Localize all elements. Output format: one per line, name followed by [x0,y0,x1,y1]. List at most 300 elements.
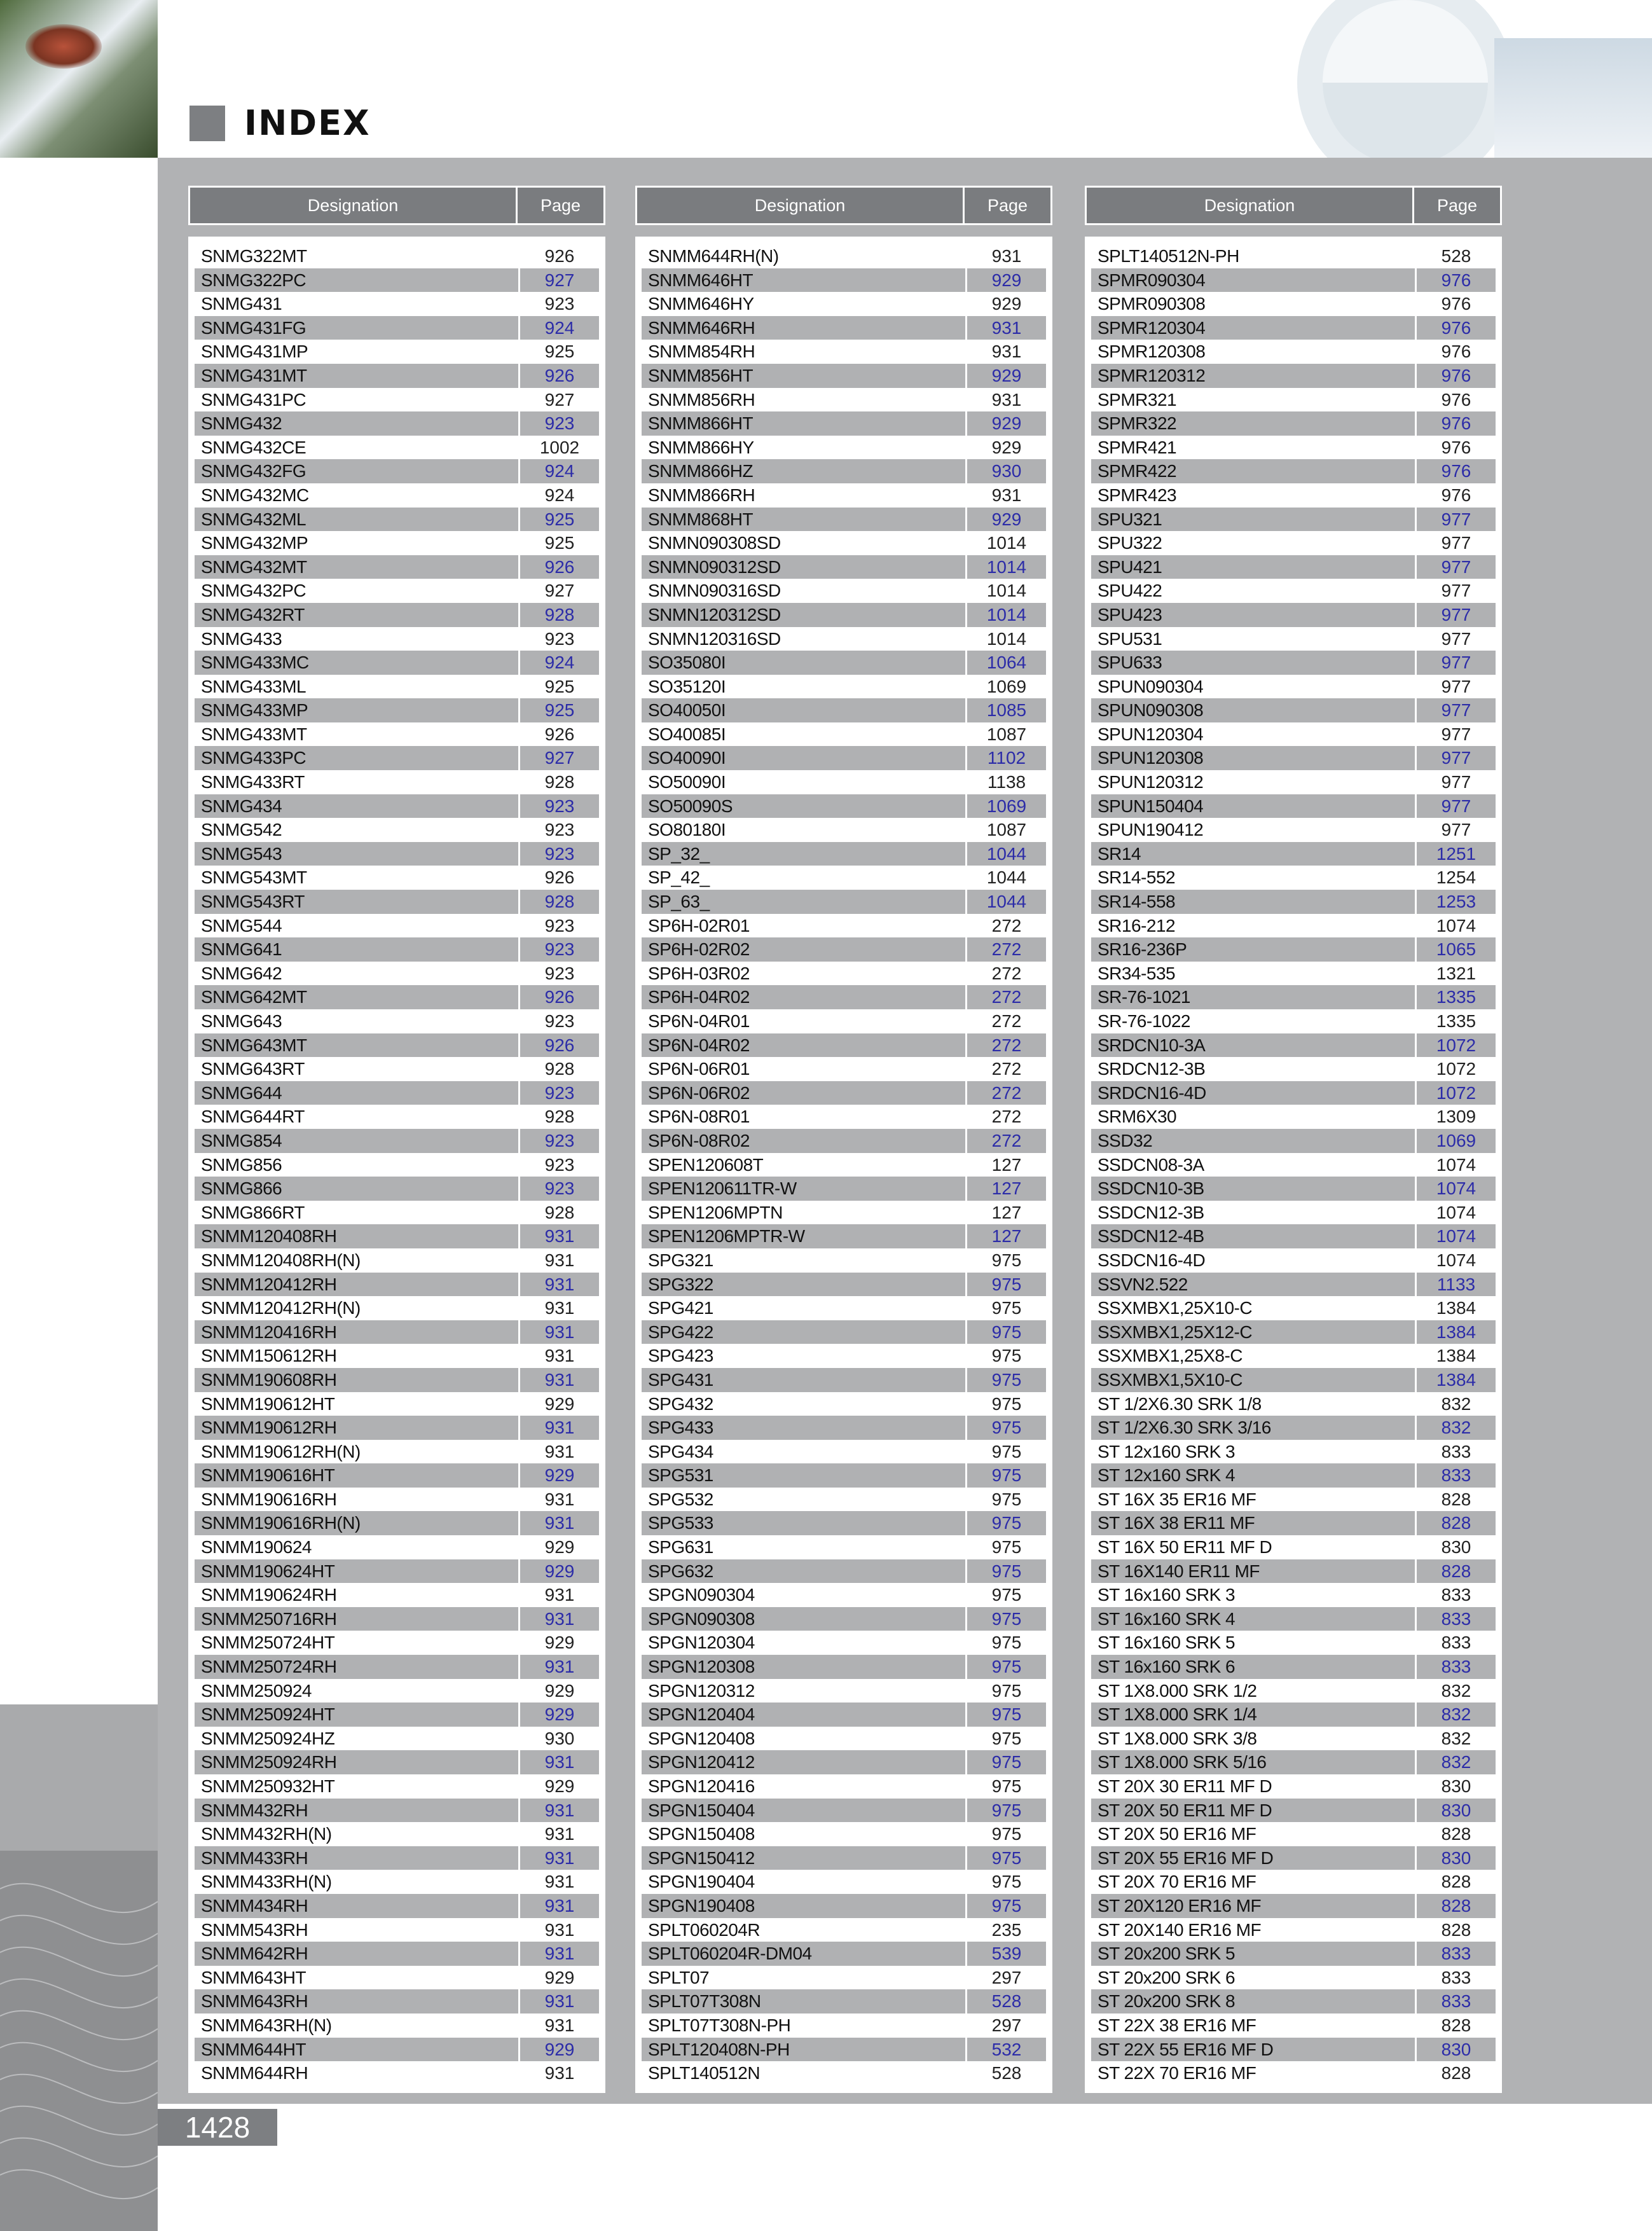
designation-cell: SNMG433ML [195,675,520,699]
page-cell: 923 [544,915,575,936]
index-row [642,411,1046,436]
page-cell: 976 [1441,437,1471,457]
index-row [642,1320,1046,1344]
index-row [195,1248,599,1273]
index-row [1091,316,1496,340]
page-cell: 929 [991,413,1022,434]
index-row [1091,746,1496,770]
page-cell: 929 [544,2039,575,2059]
index-row [642,579,1046,603]
index-row [195,746,599,770]
designation-cell: SPG321 [642,1248,967,1273]
designation-cell: SNMM866RH [642,483,967,508]
page-cell: 272 [991,939,1022,960]
designation-cell: SNMM646HT [642,268,967,293]
index-row [1091,1177,1496,1201]
designation-cell: SNMG642 [195,962,520,986]
designation-cell: SPMR422 [1091,459,1417,483]
page-cell: 926 [544,724,575,744]
page-cell: 830 [1441,2039,1471,2059]
index-row [642,818,1046,842]
designation-cell: SNMM433RH [195,1846,520,1870]
index-row [1091,866,1496,890]
page-cell: 528 [991,1991,1022,2012]
page-cell: 272 [991,1107,1022,1127]
designation-cell: ST 1X8.000 SRK 1/4 [1091,1703,1417,1727]
index-row [1091,698,1496,722]
index-column-3 [1085,186,1502,2093]
page-cell: 1309 [1436,1107,1476,1127]
index-row [642,1057,1046,1081]
index-row [1091,1583,1496,1607]
designation-cell: SNMG543RT [195,890,520,914]
index-row [195,340,599,364]
page-cell: 272 [991,1130,1022,1150]
page-cell: 924 [544,317,575,338]
page-cell: 1254 [1436,867,1476,888]
index-row [642,1201,1046,1225]
index-row [1091,1488,1496,1512]
designation-cell: SPEN120608T [642,1153,967,1177]
designation-cell: SNMG431MP [195,340,520,364]
index-row [195,1081,599,1105]
designation-cell: SPLT140512N [642,2061,967,2085]
page-cell: 1335 [1436,987,1476,1007]
designation-cell: SPUN190412 [1091,818,1417,842]
index-row [1091,1081,1496,1105]
designation-cell: SPGN120404 [642,1703,967,1727]
page-cell: 977 [1441,724,1471,744]
page-cell: 929 [991,270,1022,290]
page-cell: 931 [544,1848,575,1868]
index-row [642,1009,1046,1033]
page-cell: 928 [544,1107,575,1127]
index-row [195,937,599,962]
designation-cell: SP6N-06R02 [642,1081,967,1105]
designation-cell: SNMN090312SD [642,555,967,579]
designation-cell: SRDCN12-3B [1091,1057,1417,1081]
index-row [1091,937,1496,962]
designation-cell: SNMM250924HT [195,1703,520,1727]
page-cell: 976 [1441,485,1471,505]
index-row [1091,1296,1496,1320]
page-cell: 127 [991,1178,1022,1199]
designation-cell: ST 20X140 ER16 MF [1091,1918,1417,1942]
designation-cell: SPUN090304 [1091,675,1417,699]
index-column-1 [188,186,605,2093]
page-cell: 925 [544,509,575,529]
page-cell: 923 [544,843,575,864]
index-row [1091,794,1496,818]
page-cell: 923 [544,1082,575,1103]
page-cell: 929 [544,1465,575,1486]
index-list [635,237,1052,2093]
designation-cell: SP6N-08R01 [642,1105,967,1129]
index-row [195,1989,599,2013]
index-row [1091,1750,1496,1774]
page-cell: 828 [1441,1872,1471,1892]
page-cell: 975 [991,1657,1022,1677]
index-row [195,722,599,747]
index-row [642,2013,1046,2038]
index-row [195,2013,599,2038]
page-cell: 1321 [1436,963,1476,983]
index-row [1091,340,1496,364]
index-row [195,1774,599,1799]
index-row [195,292,599,316]
designation-cell: SPGN190408 [642,1894,967,1918]
designation-cell: SNMN120312SD [642,603,967,627]
header-photo [0,0,158,158]
index-row [1091,1201,1496,1225]
designation-cell: SPMR321 [1091,388,1417,412]
index-row [642,698,1046,722]
designation-cell: SPG432 [642,1392,967,1416]
page-cell: 1074 [1436,1154,1476,1175]
index-row [195,579,599,603]
index-row [1091,1727,1496,1751]
page-cell: 976 [1441,270,1471,290]
index-row [195,1559,599,1584]
designation-cell: SSDCN10-3B [1091,1177,1417,1201]
index-row [195,1201,599,1225]
page-cell: 828 [1441,1895,1471,1916]
index-row [1091,388,1496,412]
designation-cell: SNMM190612RH [195,1416,520,1440]
page-cell: 828 [1441,1919,1471,1940]
page-cell: 931 [544,1944,575,1964]
table-header [188,186,605,225]
page-cell: 928 [544,892,575,912]
index-row [195,675,599,699]
designation-cell: SNMG866 [195,1177,520,1201]
designation-cell: SNMG854 [195,1129,520,1153]
page-cell: 975 [991,1824,1022,1844]
designation-cell: SNMG542 [195,818,520,842]
index-row [642,1607,1046,1631]
page-cell: 833 [1441,1441,1471,1461]
index-row [1091,1774,1496,1799]
index-row [1091,1894,1496,1918]
index-row [1091,1368,1496,1392]
page-cell: 832 [1441,1418,1471,1438]
page-cell: 1072 [1436,1082,1476,1103]
index-row [1091,1009,1496,1033]
index-row [642,1799,1046,1823]
page-cell: 833 [1441,1585,1471,1605]
index-row [1091,244,1496,268]
page-cell: 925 [544,533,575,553]
page-cell: 923 [544,1130,575,1150]
designation-cell: SO40050I [642,698,967,722]
index-row [1091,459,1496,483]
designation-cell: SPUN120312 [1091,770,1417,794]
designation-cell: SNMN090316SD [642,579,967,603]
index-row [642,1583,1046,1607]
page-cell: 923 [544,294,575,314]
index-row [195,1822,599,1846]
designation-cell: SNMM190616HT [195,1463,520,1488]
index-row [642,555,1046,579]
designation-cell: SNMM433RH(N) [195,1870,520,1894]
page-cell: 931 [544,1489,575,1509]
index-row [642,1918,1046,1942]
designation-cell: SPG531 [642,1463,967,1488]
page-cell: 929 [991,437,1022,457]
index-row [642,1966,1046,1990]
designation-cell: SP6H-02R02 [642,937,967,962]
designation-cell: SPMR120304 [1091,316,1417,340]
designation-cell: SPU421 [1091,555,1417,579]
designation-cell: SR34-535 [1091,962,1417,986]
designation-cell: ST 20X 50 ER11 MF D [1091,1799,1417,1823]
index-row [1091,1631,1496,1655]
index-row [642,1248,1046,1273]
index-row [195,1679,599,1703]
page-cell: 975 [991,1800,1022,1820]
designation-cell: SPGN120412 [642,1750,967,1774]
page-cell: 977 [1441,772,1471,792]
index-row [642,1129,1046,1153]
designation-cell: SNMG432FG [195,459,520,483]
index-row [195,651,599,675]
index-row [195,1607,599,1631]
designation-cell: SNMM866HT [642,411,967,436]
designation-cell: SPG431 [642,1368,967,1392]
index-row [642,1559,1046,1584]
page-cell: 539 [991,1944,1022,1964]
designation-cell: SP6H-02R01 [642,914,967,938]
index-row [195,698,599,722]
index-row [1091,914,1496,938]
index-list [1085,237,1502,2093]
designation-cell: SNMG431MT [195,364,520,388]
page-cell: 1072 [1436,1059,1476,1079]
index-row [642,459,1046,483]
designation-cell: ST 1X8.000 SRK 1/2 [1091,1679,1417,1703]
index-row [1091,1846,1496,1870]
page-cell: 929 [991,294,1022,314]
title-marker [189,106,225,141]
designation-cell: SPGN090304 [642,1583,967,1607]
page-cell: 976 [1441,365,1471,385]
index-row [642,985,1046,1009]
designation-cell: SPU321 [1091,508,1417,532]
designation-cell: SNMM866HZ [642,459,967,483]
page-number: 1428 [158,2109,277,2146]
page-cell: 1072 [1436,1035,1476,1055]
designation-cell: SNMM120412RH(N) [195,1296,520,1320]
designation-cell: ST 16X 35 ER16 MF [1091,1488,1417,1512]
index-row [642,1870,1046,1894]
designation-cell: SSD32 [1091,1129,1417,1153]
designation-cell: SPMR423 [1091,483,1417,508]
page-cell: 1074 [1436,1226,1476,1247]
designation-cell: SPG423 [642,1344,967,1368]
page-cell: 975 [991,1250,1022,1270]
page-cell: 1044 [986,892,1027,912]
designation-cell: SP_42_ [642,866,967,890]
page-title: INDEX [244,103,371,143]
index-row [195,842,599,866]
table-header [635,186,1052,225]
page-cell: 1014 [986,533,1027,553]
index-row [1091,1463,1496,1488]
designation-cell: SNMG643 [195,1009,520,1033]
designation-cell: SNMM250924RH [195,1750,520,1774]
designation-cell: ST 12x160 SRK 3 [1091,1440,1417,1464]
index-row [1091,627,1496,651]
page-cell: 929 [544,1561,575,1581]
index-row [195,1727,599,1751]
designation-cell: SO35120I [642,675,967,699]
page-cell: 977 [1441,581,1471,601]
index-row [642,866,1046,890]
page-cell: 975 [991,1298,1022,1318]
designation-cell: SPUN120308 [1091,746,1417,770]
page-cell: 929 [991,509,1022,529]
designation-cell: ST 16X 38 ER11 MF [1091,1511,1417,1535]
page-cell: 977 [1441,628,1471,649]
designation-cell: ST 20X 55 ER16 MF D [1091,1846,1417,1870]
index-row [642,1750,1046,1774]
index-row [642,770,1046,794]
index-row [195,794,599,818]
page-cell: 924 [544,653,575,673]
designation-cell: ST 1X8.000 SRK 3/8 [1091,1727,1417,1751]
index-row [195,962,599,986]
index-row [1091,985,1496,1009]
table-header [1085,186,1502,225]
index-row [642,1727,1046,1751]
designation-cell: SPG421 [642,1296,967,1320]
designation-cell: SPGN150408 [642,1822,967,1846]
index-row [642,1392,1046,1416]
index-row [1091,1607,1496,1631]
page-cell: 924 [544,485,575,505]
page-cell: 833 [1441,1465,1471,1486]
index-row [1091,1511,1496,1535]
index-row [642,722,1046,747]
designation-cell: SPG433 [642,1416,967,1440]
designation-cell: SNMM644RH [195,2061,520,2085]
index-row [195,1750,599,1774]
designation-cell: SNMG432ML [195,508,520,532]
index-row [195,1273,599,1297]
designation-cell: SP6H-04R02 [642,985,967,1009]
index-row [1091,675,1496,699]
index-row [642,1296,1046,1320]
designation-cell: ST 16x160 SRK 3 [1091,1583,1417,1607]
page-cell: 828 [1441,2063,1471,2083]
page-cell: 977 [1441,533,1471,553]
page-cell: 297 [991,2015,1022,2035]
page-cell: 830 [1441,1848,1471,1868]
index-row [195,1416,599,1440]
designation-cell: SNMG432MT [195,555,520,579]
designation-cell: SNMM644RH(N) [642,244,967,268]
designation-header: Designation [1087,188,1414,223]
index-row [1091,1559,1496,1584]
index-row [195,459,599,483]
page-cell: 931 [544,2015,575,2035]
index-row [1091,1129,1496,1153]
index-row [195,627,599,651]
designation-cell: SNMG433 [195,627,520,651]
page-cell: 923 [544,796,575,816]
designation-cell: SPU422 [1091,579,1417,603]
index-row [1091,483,1496,508]
page-cell: 975 [991,1465,1022,1486]
designation-cell: SPLT07T308N-PH [642,2013,967,2038]
page-cell: 976 [1441,317,1471,338]
index-row [195,1966,599,1990]
index-row [195,1224,599,1248]
page-cell: 926 [544,987,575,1007]
page-cell: 1014 [986,581,1027,601]
designation-cell: SNMG432MC [195,483,520,508]
designation-cell: SPG322 [642,1273,967,1297]
index-row [642,364,1046,388]
designation-cell: ST 16x160 SRK 5 [1091,1631,1417,1655]
index-row [642,436,1046,460]
designation-cell: SNMG433MP [195,698,520,722]
index-row [1091,364,1496,388]
index-row [1091,1989,1496,2013]
page-cell: 833 [1441,1633,1471,1653]
designation-cell: SNMM432RH(N) [195,1822,520,1846]
designation-cell: SP6N-04R02 [642,1033,967,1058]
page-cell: 1384 [1436,1346,1476,1366]
index-row [195,388,599,412]
index-row [1091,268,1496,293]
page-cell: 975 [991,1895,1022,1916]
page-cell: 931 [991,246,1022,266]
index-row [642,1822,1046,1846]
page-cell: 977 [1441,820,1471,840]
index-row [642,1535,1046,1559]
index-row [1091,1392,1496,1416]
index-row [195,866,599,890]
page-cell: 1002 [539,437,580,457]
designation-cell: SO80180I [642,818,967,842]
page-cell: 832 [1441,1704,1471,1725]
index-row [642,1655,1046,1679]
designation-cell: SO40090I [642,746,967,770]
page-cell: 926 [544,365,575,385]
page-cell: 1074 [1436,1178,1476,1199]
index-row [195,364,599,388]
designation-cell: SNMG432PC [195,579,520,603]
page-cell: 977 [1441,509,1471,529]
index-row [195,1535,599,1559]
page-cell: 923 [544,628,575,649]
page-cell: 977 [1441,556,1471,577]
page-cell: 1102 [987,748,1026,768]
page-cell: 925 [544,676,575,696]
designation-cell: SNMG642MT [195,985,520,1009]
index-row [195,1583,599,1607]
page-cell: 975 [991,1561,1022,1581]
index-row [642,1105,1046,1129]
page-cell: 1085 [986,700,1027,721]
index-row [195,1105,599,1129]
page-cell: 976 [1441,461,1471,481]
designation-cell: SPG533 [642,1511,967,1535]
designation-cell: ST 20x200 SRK 6 [1091,1966,1417,1990]
page-cell: 931 [544,1872,575,1892]
index-row [1091,531,1496,555]
